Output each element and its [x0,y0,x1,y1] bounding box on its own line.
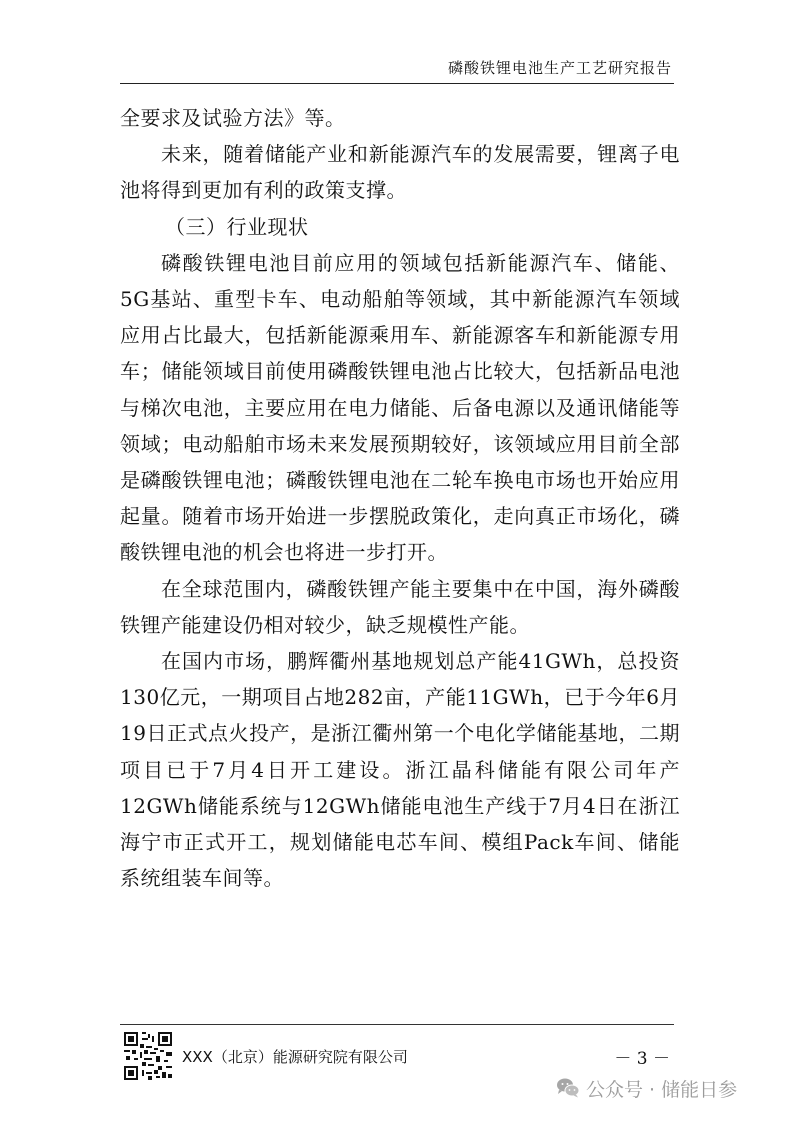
watermark [556,1072,737,1104]
footer-company-name: XXX（北京）能源研究院有限公司 [182,1048,408,1066]
paragraph-continuation: 全要求及试验方法》等。 [120,106,346,130]
paragraph-applications: 磷酸铁锂电池目前应用的领域包括新能源汽车、储能、5G基站、重型卡车、电动船舶等领域，其中新能源汽车领域应用占比最大，包括新能源乘用车、新能源客车和新能源专用车；储能领域目前使用磷酸铁锂电池占比较大，包括新品电池与梯次电池，主要应用在电力储能、后备电源以及通讯储能等领域；电动船舶市场未来发展预期较好，该领域应用目前全部是磷酸铁锂电池；磷酸铁锂电池在二轮车换电市场也开始应用起量。随着市场开始进一步摆脱政策化，走向真正市场化，磷酸铁锂电池的机会也将进一步打开。 [120,250,680,565]
page-number: － 3 － [614,1049,670,1069]
watermark-text: 公众号 · 储能日参 [586,1078,738,1101]
section-heading: （三）行业现状 [165,214,309,239]
header-divider [120,83,674,84]
running-header-title: 磷酸铁锂电池生产工艺研究报告 [447,59,672,77]
paragraph-future-outlook: 未来，随着储能产业和新能源汽车的发展需要，锂离子电池将得到更加有利的政策支撑。 [120,142,680,203]
qr-code-icon [122,1030,174,1082]
paragraph-domestic-market: 在国内市场，鹏辉衢州基地规划总产能41GWh，总投资130亿元，一期项目占地282亩，产能11GWh，已于今年6月19日正式点火投产，是浙江衢州第一个电化学储能基地，二期项目已于7月4日开工建设。浙江晶科储能有限公司年产12GWh储能系统与12GWh储能电池生产线于7月4日在浙江海宁市正式开工，规划储能电芯车间、模组Pack车间、储能系统组装车间等。 [120,649,680,891]
footer-divider [120,1024,674,1025]
document-body [120,100,680,896]
paragraph-global-capacity: 在全球范围内，磷酸铁锂产能主要集中在中国，海外磷酸铁锂产能建设仍相对较少，缺乏规模性产能。 [120,576,680,637]
wechat-icon [556,1077,580,1099]
